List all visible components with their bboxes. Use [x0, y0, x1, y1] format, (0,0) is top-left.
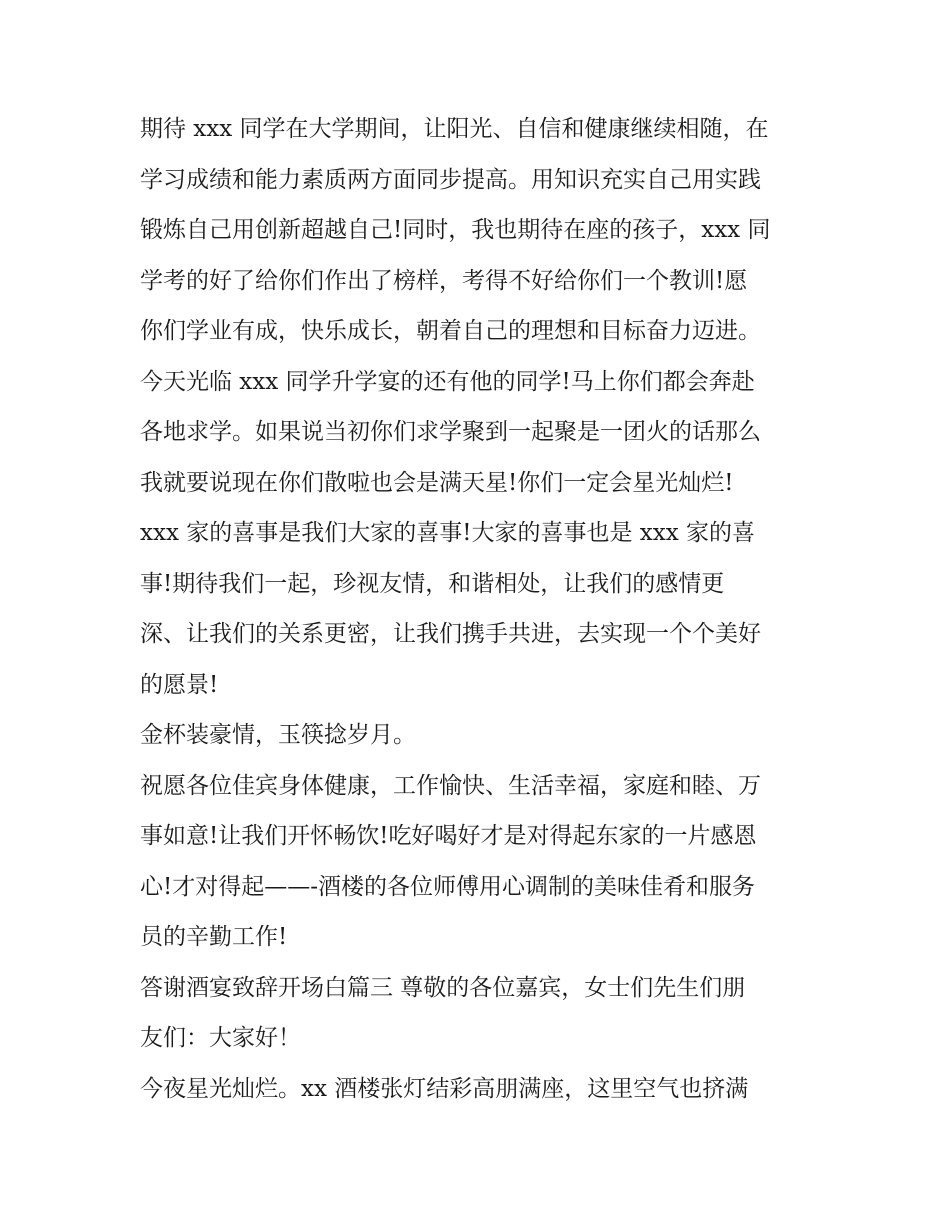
text-line: 期待 xxx 同学在大学期间，让阳光、自信和健康继续相随，在 — [140, 116, 769, 142]
text-line: 事!期待我们一起，珍视友情，和谐相处，让我们的感情更 — [140, 570, 725, 597]
text-line: 员的辛勤工作! — [140, 924, 288, 950]
text-line: 今天光临 xxx 同学升学宴的还有他的同学!马上你们都会奔赴 — [140, 368, 755, 395]
text-line: 今夜星光灿烂。xx 酒楼张灯结彩高朋满座，这里空气也挤满 — [140, 1075, 749, 1102]
text-line: 心!才对得起——-酒楼的各位师傅用心调制的美味佳肴和服务 — [140, 873, 756, 900]
text-line: xxx 家的喜事是我们大家的喜事!大家的喜事也是 xxx 家的喜 — [140, 520, 756, 546]
text-line: 深、让我们的关系更密，让我们携手共进，去实现一个个美好 — [140, 621, 761, 647]
text-line: 学考的好了给你们作出了榜样，考得不好给你们一个教训!愿 — [140, 267, 748, 294]
text-line: 学习成绩和能力素质两方面同步提高。用知识充实自己用实践 — [140, 166, 761, 193]
document-body — [140, 104, 830, 1114]
text-line: 友们：大家好！ — [140, 1025, 301, 1051]
text-line: 事如意!让我们开怀畅饮!吃好喝好才是对得起东家的一片感恩 — [140, 823, 757, 849]
text-line: 你们学业有成，快乐成长，朝着自己的理想和目标奋力迈进。 — [140, 318, 761, 344]
text-line: 各地求学。如果说当初你们求学聚到一起聚是一团火的话那么 — [140, 419, 761, 445]
text-line: 金杯装豪情，玉筷捻岁月。 — [140, 722, 416, 748]
text-line: 祝愿各位佳宾身体健康，工作愉快、生活幸福，家庭和睦、万 — [140, 772, 761, 799]
text-line: 答谢酒宴致辞开场白篇三 尊敬的各位嘉宾，女士们先生们朋 — [140, 974, 746, 1001]
text-line: 的愿景! — [140, 671, 219, 698]
text-line: 锻炼自己用创新超越自己!同时，我也期待在座的孩子，xxx 同 — [140, 217, 771, 243]
text-line: 我就要说现在你们散啦也会是满天星!你们一定会星光灿烂! — [140, 469, 734, 496]
